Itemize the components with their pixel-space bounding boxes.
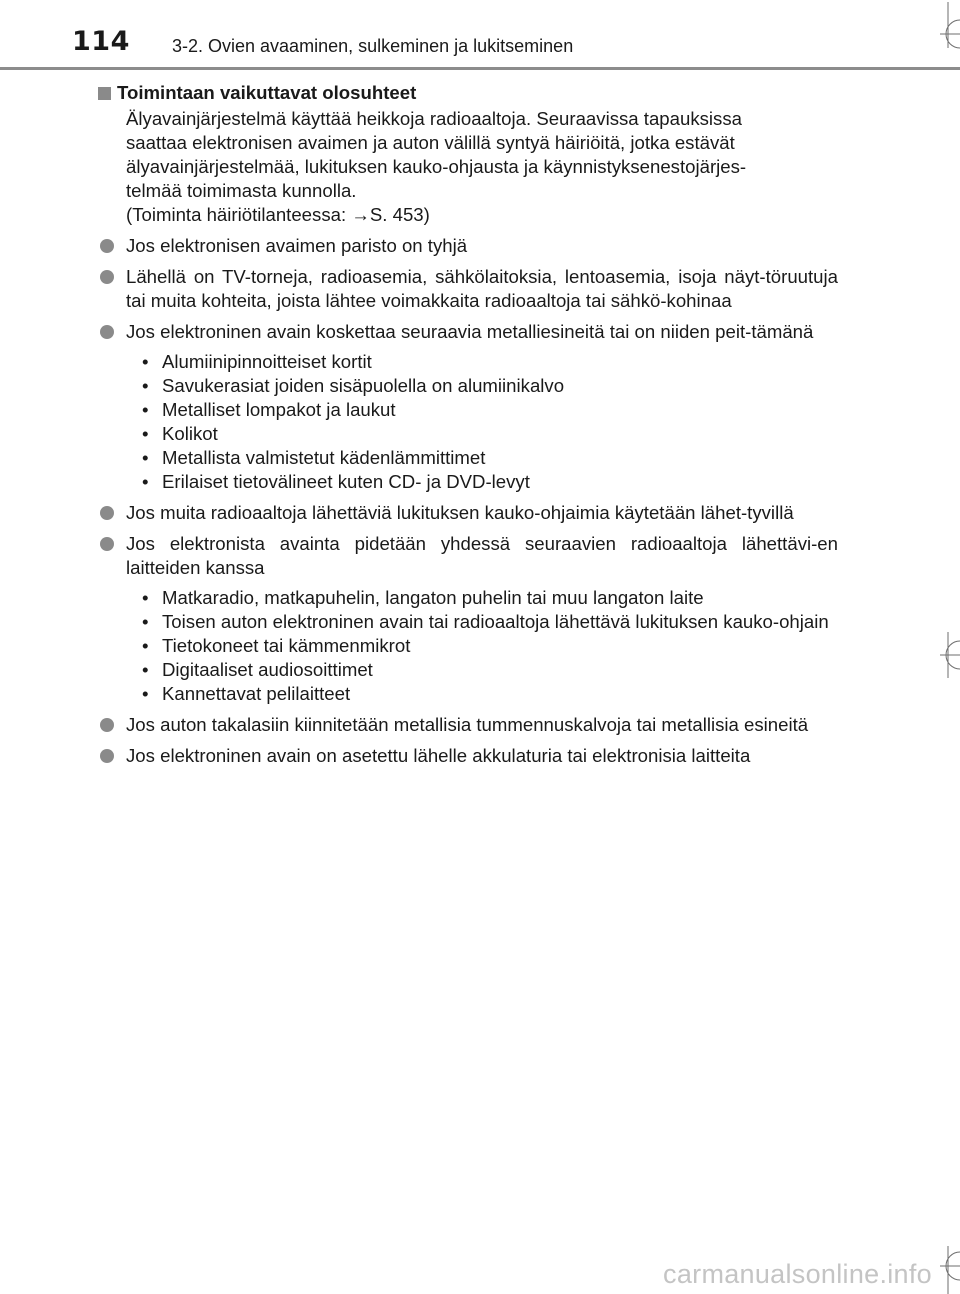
list-item xyxy=(142,422,838,446)
bullet-mark: • xyxy=(142,659,149,680)
bullet-mark: • xyxy=(142,611,149,632)
condition-text: Jos elektroninen avain on asetettu lähelle akkulaturia tai elektronisia laitteita xyxy=(126,745,751,766)
list-item-text: Matkaradio, matkapuhelin, langaton puhelin tai muu langaton laite xyxy=(162,587,704,608)
list-item xyxy=(142,398,838,422)
square-bullet-icon xyxy=(98,87,111,100)
list-item xyxy=(142,658,838,682)
page-number: 114 xyxy=(72,26,130,57)
intro-paragraph xyxy=(126,107,838,227)
list-item-text: Alumiinipinnoitteiset kortit xyxy=(162,351,372,372)
list-item xyxy=(142,446,838,470)
bullet-mark: • xyxy=(142,447,149,468)
circle-bullet-icon xyxy=(100,537,114,551)
list-item xyxy=(142,682,838,706)
condition-item xyxy=(126,713,838,737)
crop-mark-icon xyxy=(936,632,960,678)
bullet-mark: • xyxy=(142,375,149,396)
list-item xyxy=(142,586,838,610)
condition-item xyxy=(126,265,838,313)
circle-bullet-icon xyxy=(100,325,114,339)
list-item-text: Metalliset lompakot ja laukut xyxy=(162,399,396,420)
list-item-text: Kolikot xyxy=(162,423,218,444)
list-item xyxy=(142,350,838,374)
list-item xyxy=(142,634,838,658)
circle-bullet-icon xyxy=(100,718,114,732)
list-item-text: Metallista valmistetut kädenlämmittimet xyxy=(162,447,486,468)
intro-line: Älyavainjärjestelmä käyttää heikkoja radioaaltoja. Seuraavissa tapauksissa xyxy=(126,108,742,129)
bullet-mark: • xyxy=(142,423,149,444)
crop-mark-icon xyxy=(936,0,960,50)
crop-mark-icon xyxy=(936,1244,960,1294)
bullet-mark: • xyxy=(142,683,149,704)
bullet-mark: • xyxy=(142,587,149,608)
condition-item xyxy=(126,234,838,258)
list-item-text: Savukerasiat joiden sisäpuolella on alumiinikalvo xyxy=(162,375,565,396)
intro-line: telmää toimimasta kunnolla. xyxy=(126,180,357,201)
condition-text: Jos elektronista avainta pidetään yhdessä seuraavien radioaaltoja lähettävi-en laitteiden kanssa xyxy=(126,533,838,578)
section-title: Toimintaan vaikuttavat olosuhteet xyxy=(117,82,417,103)
bullet-mark: • xyxy=(142,399,149,420)
intro-line: älyavainjärjestelmää, lukituksen kauko-ohjausta ja käynnistyksenestojärjes- xyxy=(126,156,747,177)
circle-bullet-icon xyxy=(100,506,114,520)
list-item-text: Toisen auton elektroninen avain tai radioaaltoja lähettävä lukituksen kauko-ohjain xyxy=(162,611,829,632)
circle-bullet-icon xyxy=(100,749,114,763)
watermark: carmanualsonline.info xyxy=(663,1259,932,1289)
intro-line: saattaa elektronisen avaimen ja auton välillä syntyä häiriöitä, jotka estävät xyxy=(126,132,735,153)
condition-text: Lähellä on TV-torneja, radioasemia, sähkölaitoksia, lentoasemia, isoja näyt-töruutuja tai muita kohteita, joista lähtee voimakkaita radioaaltoja tai sähkö-kohinaa xyxy=(126,266,838,311)
metal-objects-list xyxy=(142,350,838,494)
list-item xyxy=(142,610,838,634)
list-item-text: Kannettavat pelilaitteet xyxy=(162,683,351,704)
page-content xyxy=(98,81,838,768)
condition-item xyxy=(126,532,838,580)
condition-item xyxy=(126,744,838,768)
circle-bullet-icon xyxy=(100,239,114,253)
list-item xyxy=(142,470,838,494)
list-item-text: Digitaaliset audiosoittimet xyxy=(162,659,373,680)
condition-item xyxy=(126,501,838,525)
bullet-mark: • xyxy=(142,471,149,492)
page-reference: (Toiminta häiriötilanteessa: →S. 453) xyxy=(126,204,430,225)
list-item-text: Tietokoneet tai kämmenmikrot xyxy=(162,635,411,656)
running-header: 3-2. Ovien avaaminen, sulkeminen ja lukitseminen xyxy=(172,36,574,56)
condition-text: Jos auton takalasiin kiinnitetään metallisia tummennuskalvoja tai metallisia esineitä xyxy=(126,714,809,735)
condition-item xyxy=(126,320,838,344)
circle-bullet-icon xyxy=(100,270,114,284)
condition-text: Jos muita radioaaltoja lähettäviä lukituksen kauko-ohjaimia käytetään lähet-tyvillä xyxy=(126,502,794,523)
condition-text: Jos elektroninen avain koskettaa seuraavia metalliesineitä tai on niiden peit-tämänä xyxy=(126,321,814,342)
list-item-text: Erilaiset tietovälineet kuten CD- ja DVD-levyt xyxy=(162,471,530,492)
header-rule xyxy=(0,67,960,70)
bullet-mark: • xyxy=(142,635,149,656)
bullet-mark: • xyxy=(142,351,149,372)
condition-text: Jos elektronisen avaimen paristo on tyhjä xyxy=(126,235,468,256)
section-heading xyxy=(98,81,838,105)
radio-devices-list xyxy=(142,586,838,706)
list-item xyxy=(142,374,838,398)
